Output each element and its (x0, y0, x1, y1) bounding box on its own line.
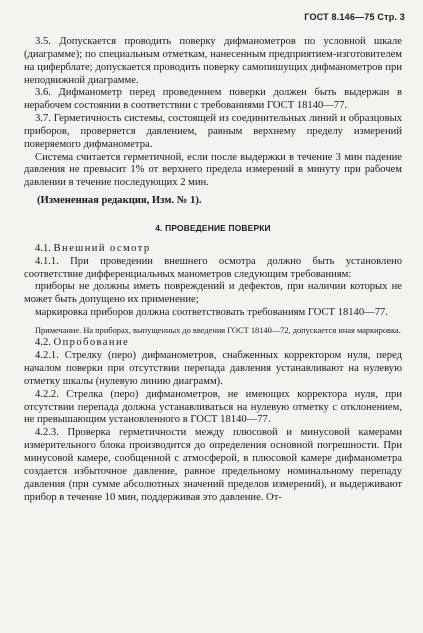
paragraph-4-1-1-damage: приборы не должны иметь повреждений и дефектов, при наличии которых не может быть допущено их применение; (24, 281, 402, 306)
heading-4-2-number: 4.2. (35, 337, 51, 349)
paragraph-3-7-condition: Система считается герметичной, если после выдержки в течение 3 мин падение давления не превысит 1% от верхнего предела измерений в минуту при рабочем давлении в течение последующих 2 мин. (24, 151, 402, 189)
heading-4-2-title: Опробование (53, 337, 130, 349)
page-header: ГОСТ 8.146—75 Стр. 3 (304, 12, 405, 22)
paragraph-4-2-2: 4.2.2. Стрелка (перо) дифманометров, не имеющих корректора нуля, при отсутствии перепада должна устанавливаться на нулевую отметку с отклонением, не превышающим установленного в ГОСТ 18140—77. (24, 388, 402, 426)
paragraph-4-1-1: 4.1.1. При проведении внешнего осмотра должно быть установлено соответствие дифференциальных манометров следующим требованиям: (24, 255, 402, 280)
paragraph-3-6: 3.6. Дифманометр перед проведением поверки должен быть выдержан в нерабочем состоянии в соответствии с требованиями ГОСТ 18140—77. (24, 87, 402, 112)
note: Примечание. На приборах, выпущенных до введения ГОСТ 18140—72, допускается иная маркировка. (35, 325, 401, 335)
heading-4-1 (24, 243, 402, 256)
paragraph-3-7: 3.7. Герметичность системы, состоящей из соединительных линий и образцовых приборов, проверяется давлением, равным верхнему пределу измерений поверяемого дифманометра. (24, 113, 402, 150)
section-4-heading: 4. ПРОВЕДЕНИЕ ПОВЕРКИ (155, 222, 271, 233)
revision-note: (Измененная редакция, Изм. № 1). (37, 195, 202, 207)
document-body (24, 36, 402, 504)
paragraph-4-2-1: 4.2.1. Стрелку (перо) дифманометров, снабженных корректором нуля, перед началом поверки при отсутствии перепада давления устанавливают на нулевую отметку шкалы (нулевую линию диаграмм). (24, 350, 402, 387)
paragraph-4-1-1-marking: маркировка приборов должна соответствовать требованиям ГОСТ 18140—77. (35, 307, 388, 319)
paragraph-4-2-3: 4.2.3. Проверка герметичности между плюсовой и минусовой камерами измерительного блока производится до определения основной погрешности. При минусовой камере, сообщенной с атмосферой, в плюсовой камере дифманометра создается избыточное давление, равное предельному номинальному перепаду давления (при сумме абсолютных значений пределов измерений), и выдерживают прибор в течение 10 мин, поддерживая это давление. От- (24, 427, 402, 503)
heading-4-1-title: Внешний осмотр (53, 242, 151, 254)
heading-4-1-number: 4.1. (35, 242, 51, 254)
paragraph-3-5: 3.5. Допускается проводить поверку дифманометров по условной шкале (диаграмме); по специальным отметкам, нанесенным предприятием-изготовителем на циферблате; допускается проводить поверку самопишущих дифманометров при неподвижной диаграмме. (24, 36, 402, 86)
heading-4-2 (24, 337, 402, 350)
